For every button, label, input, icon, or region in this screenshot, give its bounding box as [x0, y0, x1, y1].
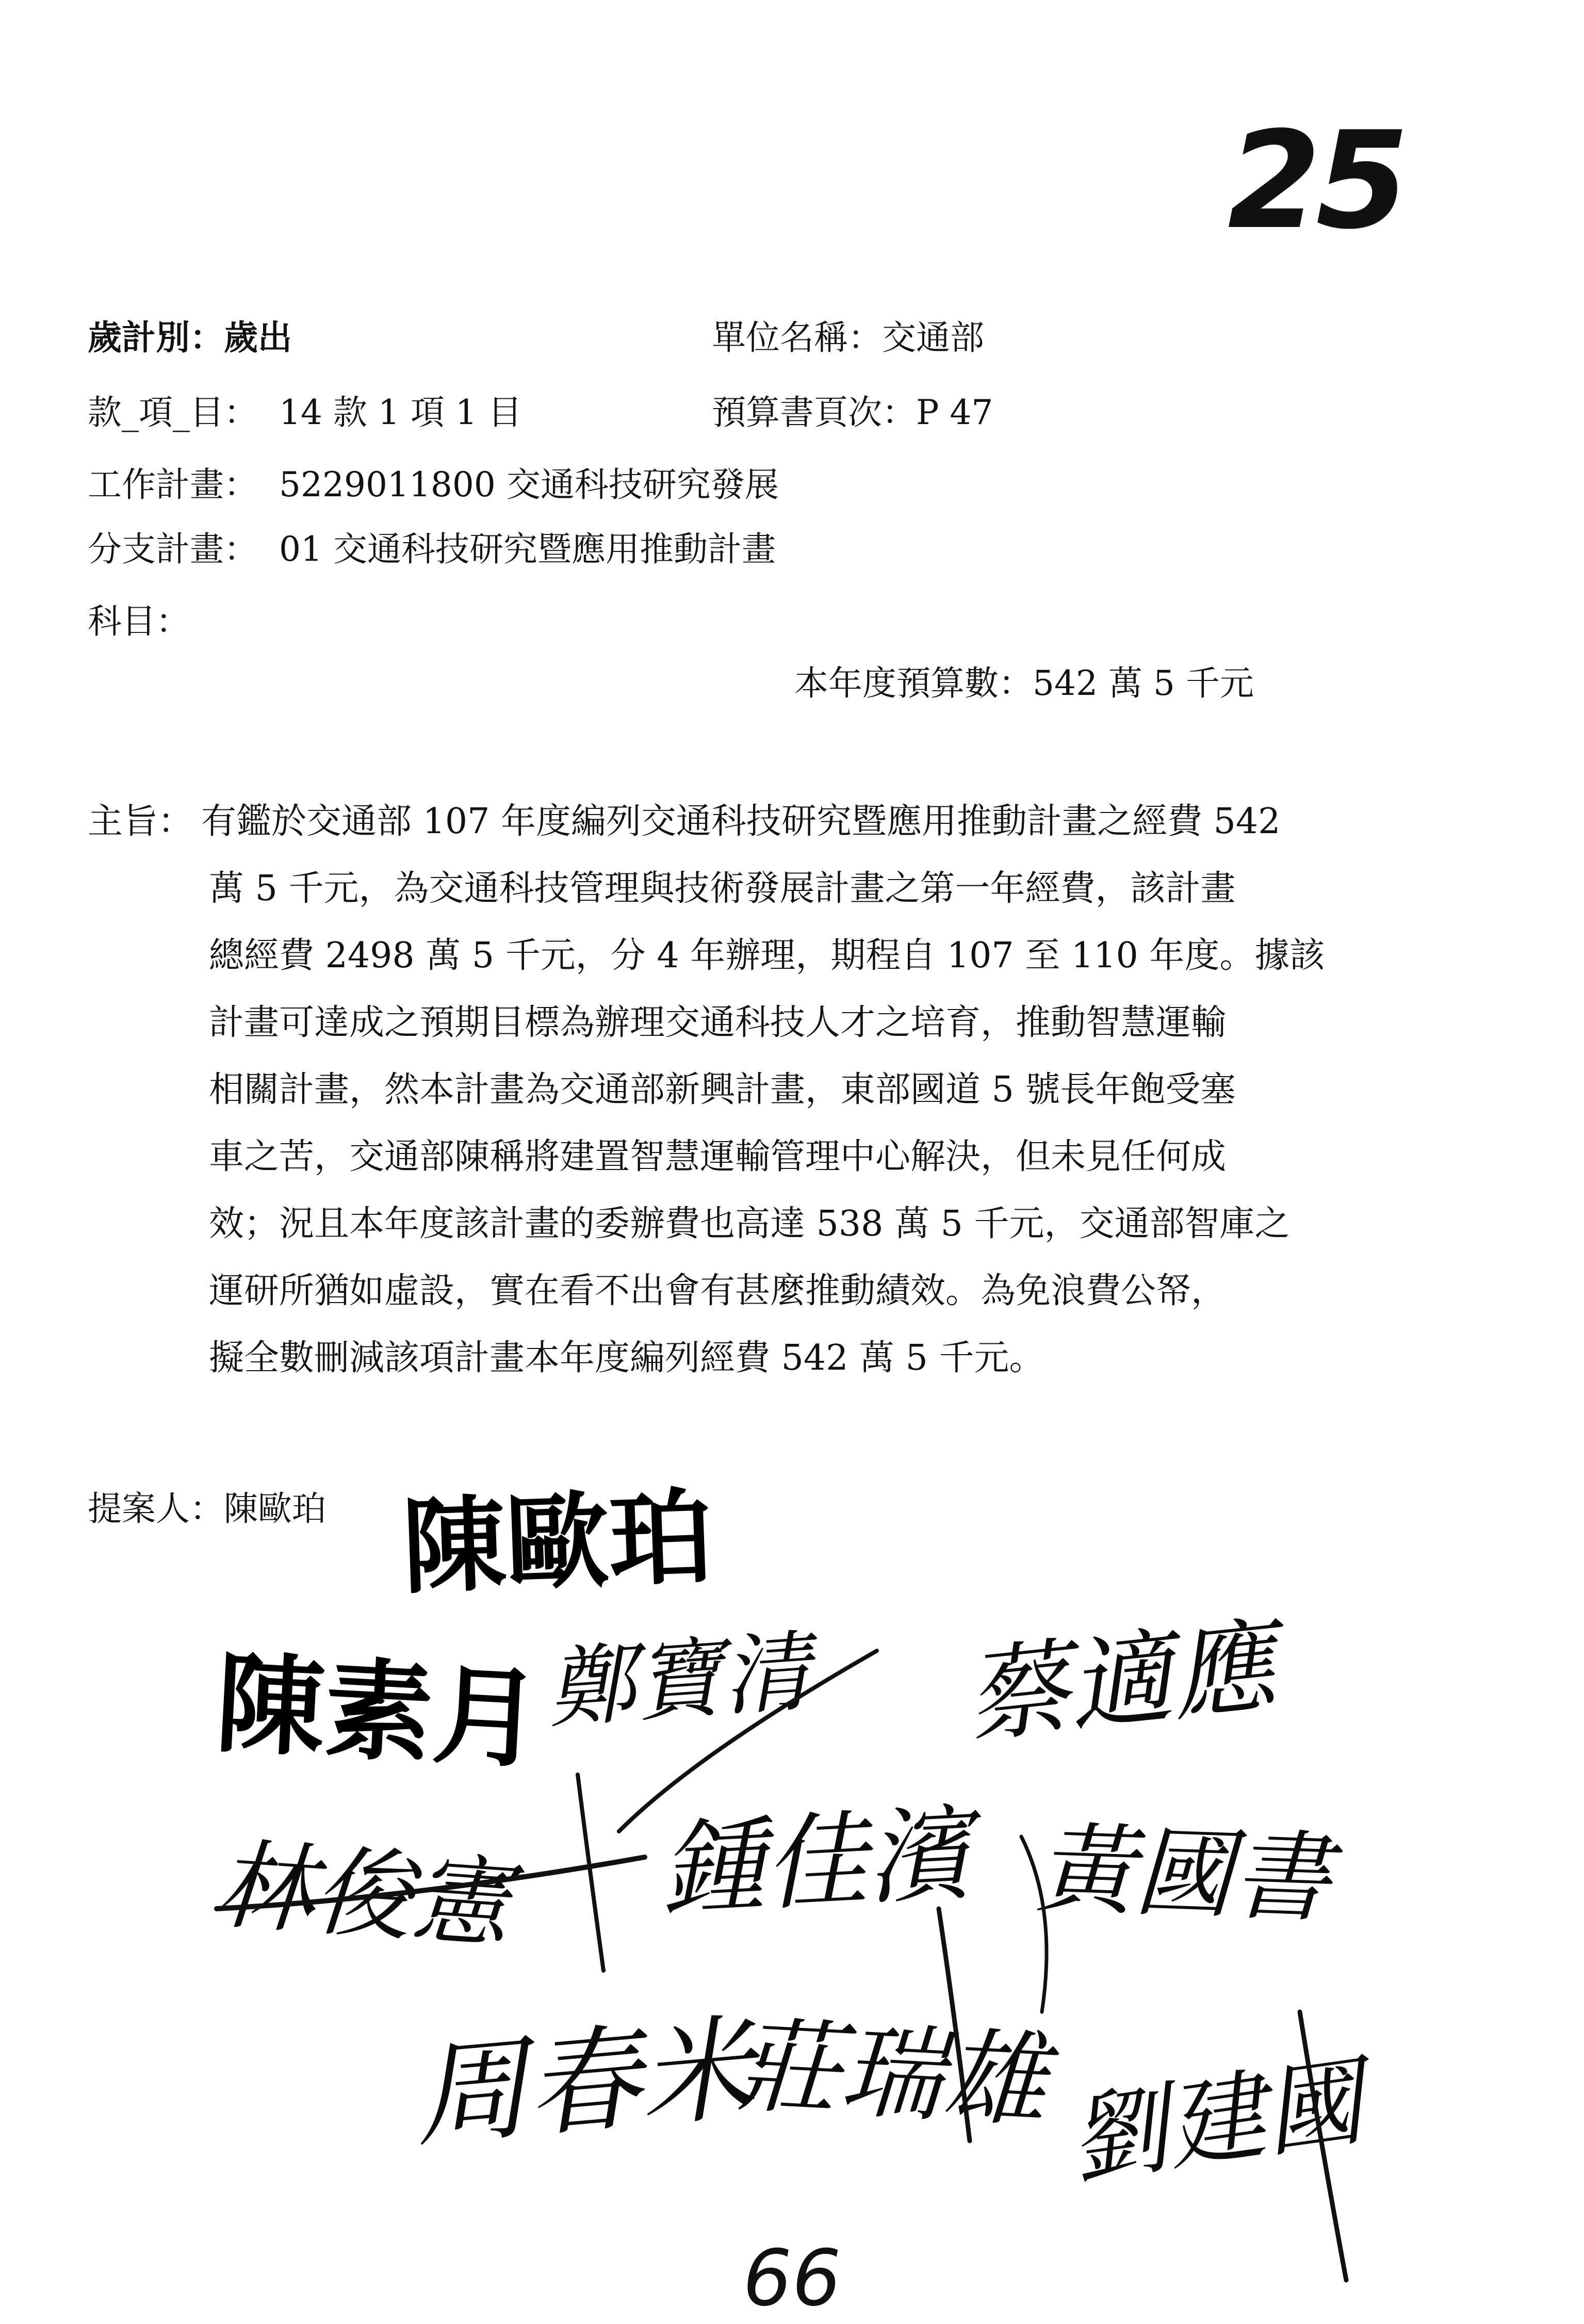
signature: 劉建國	[1062, 2044, 1369, 2199]
purpose-line: 總經費 2498 萬 5 千元，分 4 年辦理，期程自 107 至 110 年度。據該	[209, 935, 1325, 976]
signature: 蔡適應	[960, 1606, 1281, 1758]
proposer-label: 提案人：陳歐珀	[88, 1489, 326, 1529]
purpose-line: 運研所猶如虛設，實在看不出會有甚麼推動績效。為免浪費公帑，	[209, 1271, 1227, 1311]
unit-label: 單位名稱：	[712, 318, 882, 357]
subject-label: 科目：	[88, 602, 190, 641]
purpose-line: 萬 5 千元，為交通科技管理與技術發展計畫之第一年經費，該計畫	[209, 868, 1236, 909]
purpose-label: 主旨：	[88, 801, 193, 842]
budget-value: 542 萬 5 千元	[1033, 663, 1254, 703]
items-value: 14 款 1 項 1 目	[279, 393, 522, 432]
signature: 黃國書	[1034, 1812, 1333, 1936]
signature: 莊瑞雄	[734, 2006, 1050, 2142]
sub-plan-label: 分支計畫：	[88, 529, 258, 569]
purpose-line: 擬全數刪減該項計畫本年度編列經費 542 萬 5 千元。	[209, 1338, 1044, 1378]
signature: 周春米	[408, 2002, 759, 2164]
sub-plan-value: 01 交通科技研究暨應用推動計畫	[279, 529, 776, 569]
work-plan-label: 工作計畫：	[88, 465, 258, 505]
signature: 林俊憲	[212, 1827, 514, 1962]
purpose-line: 相關計畫，然本計畫為交通部新興計畫，東部國道 5 號長年飽受塞	[209, 1069, 1236, 1110]
signature: 陳歐珀	[400, 1477, 714, 1608]
signature: 陳素月	[213, 1640, 545, 1784]
items-label: 款_項_目：	[88, 393, 258, 432]
purpose-line: 車之苦，交通部陳稱將建置智慧運輸管理中心解決，但未見任何成	[209, 1136, 1227, 1177]
footer-page-number: 66	[743, 2234, 841, 2323]
signature: 鄭寶清	[544, 1620, 814, 1741]
work-plan-value: 5229011800 交通科技研究發展	[279, 465, 779, 505]
page-ref-value: P 47	[916, 393, 993, 432]
handwritten-page-number: 25	[1228, 103, 1404, 259]
budget-label: 本年度預算數：	[794, 663, 1033, 703]
signature: 鍾佳濱	[658, 1794, 973, 1931]
category-label: 歲計別：歲出	[88, 318, 292, 357]
purpose-line: 計畫可達成之預期目標為辦理交通科技人才之培育，推動智慧運輸	[209, 1002, 1227, 1043]
purpose-line: 有鑑於交通部 107 年度編列交通科技研究暨應用推動計畫之經費 542	[201, 801, 1281, 842]
unit-value: 交通部	[882, 318, 984, 357]
purpose-line: 效；況且本年度該計畫的委辦費也高達 538 萬 5 千元，交通部智庫之	[209, 1204, 1290, 1244]
page-ref-label: 預算書頁次：	[712, 393, 916, 432]
